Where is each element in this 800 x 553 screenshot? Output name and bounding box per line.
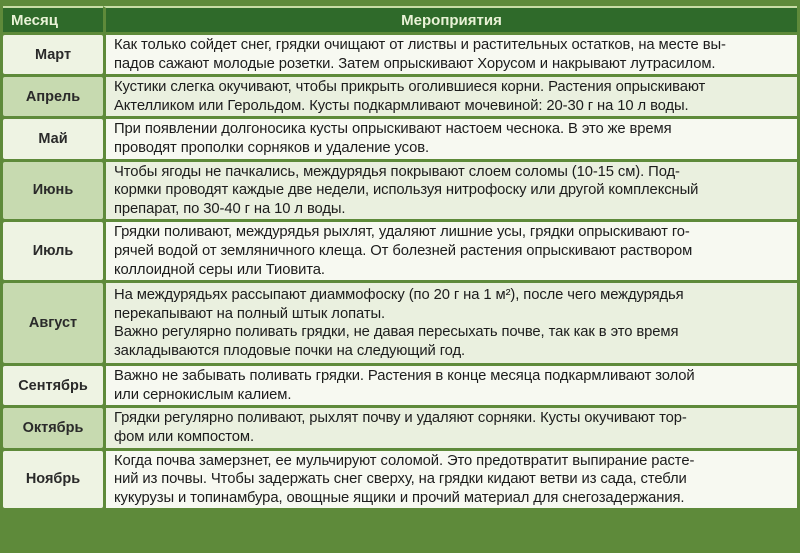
- event-line: рячей водой от земляничного клеща. От болезней растения опрыскивают раствором: [114, 242, 693, 259]
- event-line: Кустики слегка окучивают, чтобы прикрыть оголившиеся корни. Растения опрыскивают: [114, 79, 706, 96]
- event-line: кукурузы и топинамбура, овощные ящики и прочий материал для снегозадержания.: [114, 489, 685, 506]
- event-line: кормки проводят каждые две недели, используя нитрофоску или другой комплексный: [114, 182, 699, 199]
- month-cell: Июль: [3, 222, 103, 280]
- table-body: [3, 35, 797, 508]
- event-line: Как только сойдет снег, грядки очищают от листвы и растительных остатков, на месте вы-: [114, 37, 726, 53]
- table-row: [3, 408, 797, 447]
- event-line: Грядки поливают, междурядья рыхлят, удаляют лишние усы, грядки опрыскивают го-: [114, 224, 690, 241]
- event-line: коллоидной серы или Тиовита.: [114, 261, 325, 278]
- column-header-month: Месяц: [3, 6, 103, 32]
- event-line: Когда почва замерзнет, ее мульчируют соломой. Это предотвратит выпирание расте-: [114, 452, 695, 469]
- event-line: перекапывают на полный штык лопаты.: [114, 305, 386, 322]
- events-cell: [103, 119, 797, 158]
- event-line: или сернокислым калием.: [114, 386, 292, 403]
- event-line: Чтобы ягоды не пачкались, междурядья покрывают слоем соломы (10-15 см). Под-: [114, 163, 680, 180]
- event-line: закладываются плодовые почки на следующий год.: [114, 342, 466, 359]
- table-row: [3, 366, 797, 405]
- event-line: Важно регулярно поливать грядки, не давая пересыхать почве, так как в это время: [114, 324, 679, 341]
- events-cell: [103, 35, 797, 74]
- table-row: [3, 283, 797, 363]
- events-cell: [103, 222, 797, 280]
- table-row: [3, 162, 797, 220]
- month-cell: Октябрь: [3, 408, 103, 447]
- month-cell: Сентябрь: [3, 366, 103, 405]
- event-line: фом или компостом.: [114, 428, 254, 445]
- event-line: Актелликом или Герольдом. Кусты подкармливают мочевиной: 20-30 г на 10 л воды.: [114, 97, 689, 114]
- event-line: При появлении долгоносика кусты опрыскивают настоем чеснока. В это же время: [114, 121, 672, 138]
- table-row: [3, 119, 797, 158]
- event-line: Грядки регулярно поливают, рыхлят почву и удаляют сорняки. Кусты окучивают тор-: [114, 410, 687, 427]
- event-line: На междурядьях рассыпают диаммофоску (по 20 г на 1 м²), после чего междурядья: [114, 286, 684, 303]
- events-cell: [103, 77, 797, 116]
- month-cell: Май: [3, 119, 103, 158]
- table-row: [3, 77, 797, 116]
- month-cell: Апрель: [3, 77, 103, 116]
- month-cell: Август: [3, 283, 103, 363]
- event-line: препарат, по 30-40 г на 10 л воды.: [114, 200, 346, 217]
- events-cell: [103, 366, 797, 405]
- month-cell: Март: [3, 35, 103, 74]
- table-header-row: [3, 6, 797, 32]
- event-line: проводят прополки сорняков и удаление усов.: [114, 139, 430, 156]
- month-cell: Июнь: [3, 162, 103, 220]
- event-line: Важно не забывать поливать грядки. Растения в конце месяца подкармливают золой: [114, 368, 695, 385]
- care-calendar-table: [3, 3, 797, 511]
- event-line: падов сажают молодые розетки. Затем опрыскивают Хорусом и накрывают лутрасилом.: [114, 55, 716, 72]
- column-header-events: Мероприятия: [103, 6, 797, 32]
- table-row: [3, 222, 797, 280]
- events-cell: [103, 451, 797, 509]
- table-row: [3, 35, 797, 74]
- events-cell: [103, 408, 797, 447]
- table-row: [3, 451, 797, 509]
- event-line: ний из почвы. Чтобы задержать снег сверху, на грядки кидают ветви из сада, стебли: [114, 471, 687, 488]
- events-cell: [103, 283, 797, 363]
- events-cell: [103, 162, 797, 220]
- month-cell: Ноябрь: [3, 451, 103, 509]
